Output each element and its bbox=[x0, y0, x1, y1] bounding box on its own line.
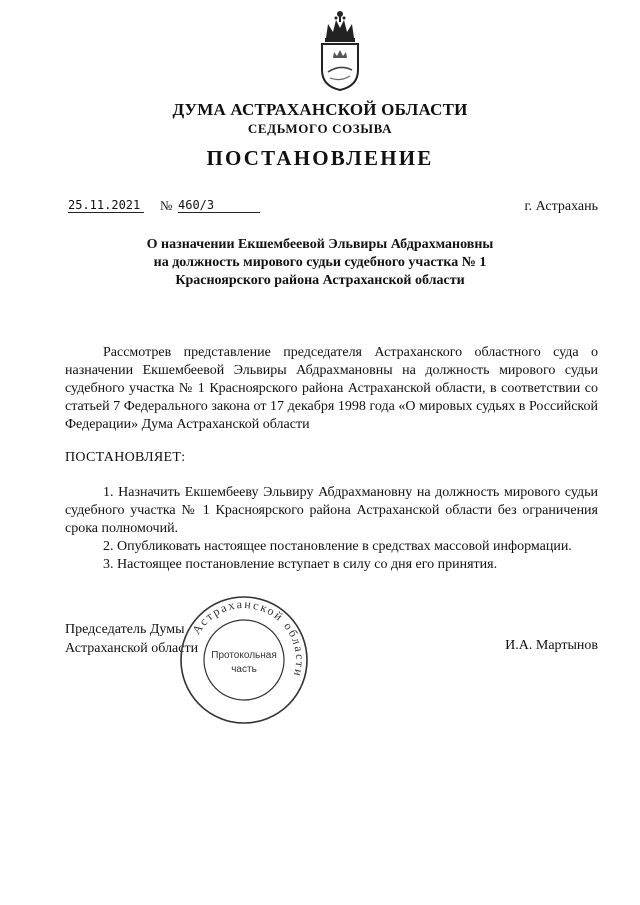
date-number-row bbox=[68, 198, 598, 218]
decree-word: ПОСТАНОВЛЯЕТ: bbox=[65, 450, 186, 465]
subject-line: на должность мирового судьи судебного участка № 1 bbox=[153, 255, 487, 270]
number-sign: № bbox=[160, 198, 173, 213]
subject-line: О назначении Екшембеевой Эльвиры Абдрахмановны bbox=[146, 237, 494, 252]
stamp-center-line: часть bbox=[231, 664, 257, 675]
org-name: ДУМА АСТРАХАНСКОЙ ОБЛАСТИ bbox=[172, 100, 468, 119]
decree-item: 3. Настоящее постановление вступает в силу со дня его принятия. bbox=[103, 557, 498, 572]
stamp-center-line: Протокольная bbox=[211, 650, 277, 661]
signer-name: И.А. Мартынов bbox=[505, 638, 598, 653]
coat-of-arms-emblem bbox=[316, 8, 364, 92]
stamp-ring-text: Астраханской области bbox=[189, 596, 308, 680]
document-type: ПОСТАНОВЛЕНИЕ bbox=[206, 146, 434, 170]
signer-title-line: Председатель Думы bbox=[65, 622, 185, 637]
convocation: СЕДЬМОГО СОЗЫВА bbox=[247, 121, 393, 136]
preamble-paragraph: Рассмотрев представление председателя Астраханского областного суда о назначении Екшембеевой Эльвиры Абдрахмановны на должность мирового судьи судебного участка № 1 Красноярского района Астраханской области, в соответствии со статьей 7 Федерального закона от 17 декабря 1998 года «О мировых судьях в Российской Федерации» Дума Астраханской области bbox=[65, 345, 598, 432]
signer-title-line: Астраханской области bbox=[65, 641, 199, 656]
document-number: 460/3 bbox=[178, 198, 260, 213]
subject-line: Красноярского района Астраханской области bbox=[175, 273, 465, 288]
decree-items bbox=[65, 484, 598, 574]
city: г. Астрахань bbox=[524, 199, 598, 214]
document-subject bbox=[0, 236, 640, 290]
decree-item: 2. Опубликовать настоящее постановление в средствах массовой информации. bbox=[103, 539, 572, 554]
document-date: 25.11.2021 bbox=[68, 198, 144, 213]
official-stamp bbox=[178, 594, 310, 726]
decree-item: 1. Назначить Екшембееву Эльвиру Абдрахмановну на должность мирового судьи судебного участка № 1 Красноярского района Астраханской области без ограничения срока полномочий. bbox=[65, 485, 598, 536]
